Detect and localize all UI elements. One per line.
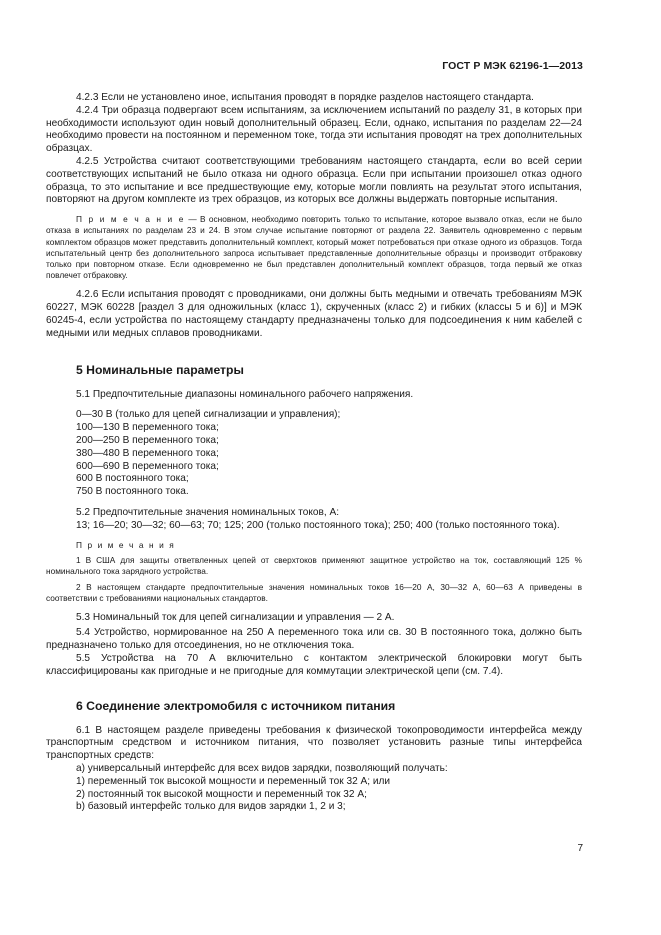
list-item: b) базовый интерфейс только для видов зарядки 1, 2 и 3; — [76, 801, 346, 813]
voltage-item: 0—30 В (только для цепей сигнализации и управления); — [76, 409, 341, 421]
paragraph-5-3: 5.3 Номинальный ток для цепей сигнализации и управления — 2 А. — [76, 611, 395, 623]
note-4-2-5 — [46, 214, 582, 281]
standard-code-header: ГОСТ Р МЭК 62196-1—2013 — [442, 60, 583, 72]
paragraph-5-1: 5.1 Предпочтительные диапазоны номинального рабочего напряжения. — [76, 388, 414, 400]
voltage-item: 600 В постоянного тока; — [76, 473, 189, 485]
paragraph-5-5: 5.5 Устройства на 70 А включительно с контактом электрической блокировки могут быть классифицированы как пригодные и не пригодные для коммутации электрической цепи (см. 7.4). — [46, 652, 582, 677]
voltage-item: 600—690 В переменного тока; — [76, 460, 219, 472]
paragraph-4-2-5: 4.2.5 Устройства считают соответствующими требованиям настоящего стандарта, если во всей серии соответствующих испытаний не было отказа ни одного образца. Если при испытании произошел отказ одного образца, то это испытание и все предшествующие ему, которые могли повлиять на результат этого испытания, повторяют на другом комплекте из трех образцов, из которых все должны выдержать повторные испытания. — [46, 155, 582, 206]
section-6-title: 6 Соединение электромобиля с источником питания — [76, 698, 396, 713]
notes-label: П р и м е ч а н и я — [76, 539, 176, 550]
interface-list — [46, 763, 582, 814]
voltage-item: 200—250 В переменного тока; — [76, 434, 219, 446]
list-item: 1) переменный ток высокой мощности и переменный ток 32 А; или — [76, 775, 390, 787]
paragraph-4-2-3: 4.2.3 Если не установлено иное, испытания проводят в порядке разделов настоящего стандарта. — [76, 92, 534, 103]
page-content — [46, 92, 582, 814]
note-item: 1 В США для защиты ответвленных цепей от сверхтоков применяют защитное устройство на ток, составляющий 125 % номинального тока зарядного устройства. — [46, 554, 582, 576]
voltage-item: 380—480 В переменного тока; — [76, 447, 219, 459]
list-item: а) универсальный интерфейс для всех видов зарядки, позволяющий получать: — [76, 762, 448, 774]
voltage-list — [46, 409, 582, 499]
paragraph-5-2: 5.2 Предпочтительные значения номинальных токов, А: — [76, 506, 340, 518]
voltage-item: 100—130 В переменного тока; — [76, 422, 219, 434]
note-item: 2 В настоящем стандарте предпочтительные значения номинальных токов 16—20 А, 30—32 А, 60—63 А приведены в соответствии с требованиями национальных стандартов. — [46, 582, 582, 604]
note-label: П р и м е ч а н и е — [76, 214, 185, 225]
paragraph-5-2-values: 13; 16—20; 30—32; 60—63; 70; 125; 200 (только постоянного тока); 250; 400 (только постоянного тока). — [76, 519, 560, 531]
voltage-item: 750 В постоянного тока. — [76, 486, 189, 498]
page-number: 7 — [577, 843, 583, 854]
paragraph-4-2-4: 4.2.4 Три образца подвергают всем испытаниям, за исключением испытаний по разделу 31, в которых при необходимости используют один новый дополнительный образец. Если, однако, испытания по разделам 22—24 необходимо провести на постоянном и переменном токе, тогда эти испытания проводят на трех дополнительных образцах. — [46, 104, 582, 155]
note-text: — В основном, необходимо повторить только то испытание, которое вызвало отказ, если не было отказа в испытаниях по разделам 23 и 24. В этом случае испытание повторяют от раздела 22. Заявитель одновременно с первым комплектом образцов может представить дополнительный комплект, который может потребоваться при отказе одного из образцов. Тогда испытательный центр без дополнительного запроса испытывает представленные дополнительные образцы и производит отбраковку только при повторном отказе. Если одновременно не был представлен дополнительный комплект образцов, тогда первый же отказ повлечет отбраковку. — [46, 214, 582, 281]
section-5-title: 5 Номинальные параметры — [76, 362, 244, 377]
paragraph-6-1: 6.1 В настоящем разделе приведены требования к физической токопроводимости интерфейса между транспортным средством и источником питания, что позволяет установить разные типы интерфейса транспортных средств: — [46, 724, 582, 762]
paragraph-4-2-6: 4.2.6 Если испытания проводят с проводниками, они должны быть медными и отвечать требованиям МЭК 60227, МЭК 60228 [раздел 3 для одножильных (класс 1), скрученных (класс 2) и гибких (классы 5 и 6)] и МЭК 60245-4, если устройства по настоящему стандарту предназначены только для подсоединения к ним кабелей с медными или медных сплавов проводниками. — [46, 289, 582, 339]
list-item: 2) постоянный ток высокой мощности и переменный ток 32 А; — [76, 788, 367, 800]
paragraph-5-4: 5.4 Устройство, нормированное на 250 А переменного тока или св. 30 В постоянного тока, должно быть предназначено только для отсоединения, но не отключения тока. — [46, 627, 582, 652]
